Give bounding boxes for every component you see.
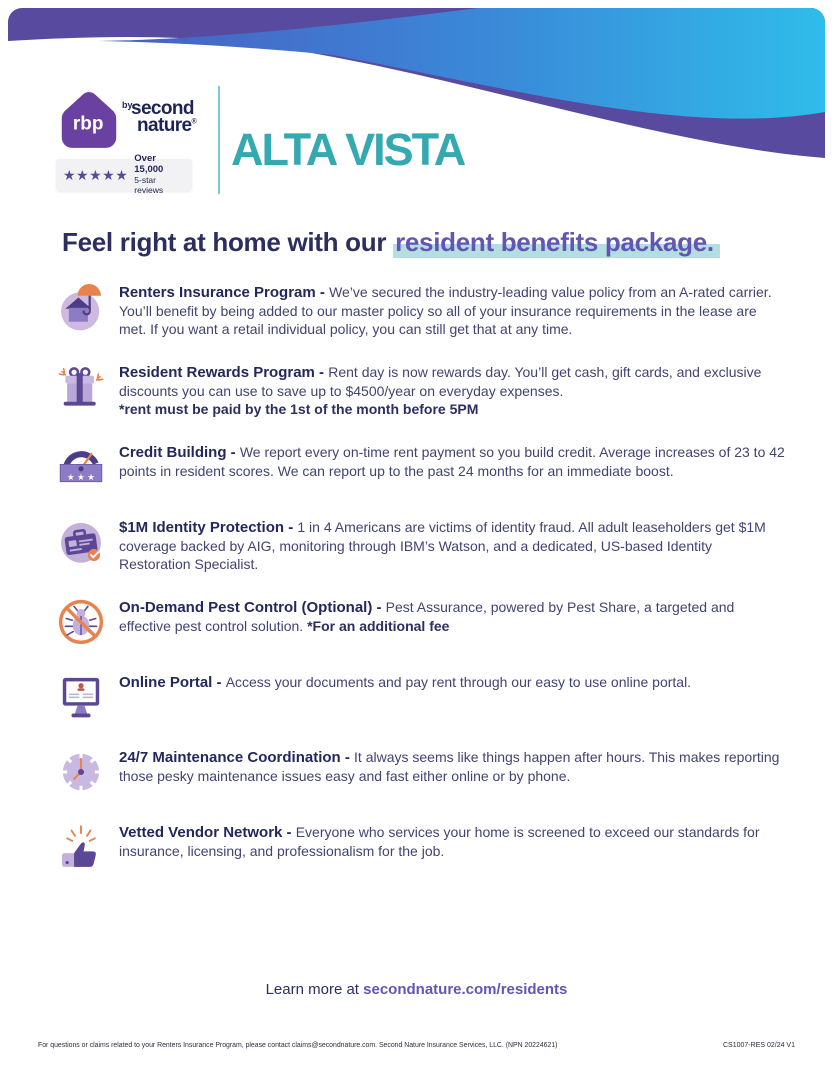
footer-doc-code: CS1007-RES 02/24 V1 [723, 1042, 795, 1049]
footer-disclaimer: For questions or claims related to your Renters Insurance Program, please contact claims@secondnature.com. Second Nature Insurance Services, LLC. (NPN 20224621) [38, 1042, 558, 1049]
benefit-item [55, 746, 785, 798]
benefit-description: Everyone who services your home is screened to exceed our standards for insurance, licensing, and professionalism for the job. [119, 824, 760, 860]
benefit-icon [55, 281, 107, 333]
vertical-divider [218, 86, 220, 194]
benefit-item [55, 596, 785, 648]
property-name: ALTA VISTA [231, 124, 465, 175]
learn-more-prefix: Learn more at [265, 981, 364, 998]
svg-text:★ ★ ★: ★ ★ ★ [66, 472, 96, 483]
residents-link[interactable]: secondnature.com/residents [363, 981, 568, 998]
brand-line2: nature [137, 114, 192, 136]
benefit-icon [55, 361, 107, 413]
benefit-icon [55, 441, 107, 493]
benefit-description: It always seems like things happen after hours. This makes reporting those pesky maintenance issues easy and fast either online or by phone. [119, 749, 780, 785]
rbp-logo [56, 86, 122, 156]
benefit-item [55, 516, 785, 573]
monitor-icon [55, 671, 107, 723]
rbp-label: rbp [72, 113, 104, 135]
benefit-title: Credit Building - [119, 444, 240, 462]
benefit-inline-note: *For an additional fee [307, 618, 450, 635]
benefit-item [55, 441, 785, 493]
page-footer [38, 1042, 795, 1049]
review-caption: 5-star reviews [134, 175, 164, 195]
five-stars-icon: ★★★★★ [63, 166, 129, 183]
benefit-title: Resident Rewards Program - [119, 364, 329, 382]
benefits-list [55, 281, 785, 896]
benefit-note: *rent must be paid by the 1st of the month before 5PM [119, 400, 479, 417]
review-badge [56, 153, 192, 195]
benefit-title: Online Portal - [119, 674, 226, 692]
headline-highlight: resident benefits package. [393, 227, 720, 260]
gift-box-icon [55, 361, 107, 413]
brand-wordmark [122, 98, 197, 136]
benefit-item [55, 281, 785, 338]
benefit-description: Pest Assurance, powered by Pest Share, a targeted and effective pest control solution. [119, 599, 735, 635]
benefit-description: Rent day is now rewards day. You’ll get cash, gift cards, and exclusive discounts you can use to save up to $4500/year on everyday expenses. [119, 364, 762, 400]
by-label: by [122, 100, 133, 110]
benefit-icon [55, 596, 107, 648]
benefit-description: We’ve secured the industry-leading value policy from an A-rated carrier. You’ll benefit by being added to our master policy so all of your insurance requirements in the lease are met. If you want a retail individual policy, you can still get that at any time. [119, 284, 772, 337]
benefit-title: 24/7 Maintenance Coordination - [119, 749, 355, 767]
benefit-item [55, 671, 785, 723]
benefit-description: 1 in 4 Americans are victims of identity fraud. All adult leaseholders get $1M coverage backed by AIG, monitoring through IBM’s Watson, and a dedicated, US-based Identity Restoration Specialist. [119, 519, 766, 572]
headline-prefix: Feel right at home with our [62, 227, 394, 257]
thumbs-up-icon [55, 821, 107, 873]
learn-more [0, 981, 833, 998]
benefit-title: $1M Identity Protection - [119, 519, 298, 537]
umbrella-house-icon [55, 281, 107, 333]
review-count: Over 15,000 [134, 153, 164, 176]
benefit-icon [55, 671, 107, 723]
credit-gauge-icon [55, 441, 107, 493]
benefit-description: We report every on-time rent payment so you build credit. Average increases of 23 to 42 points in resident scores. We can report up to the past 24 months for an immediate boost. [119, 444, 785, 480]
benefit-item [55, 361, 785, 418]
registered-mark: ® [191, 118, 197, 126]
headline [62, 227, 802, 258]
benefit-title: On-Demand Pest Control (Optional) - [119, 599, 386, 617]
benefit-icon [55, 821, 107, 873]
no-pest-icon [55, 596, 107, 648]
benefit-description: Access your documents and pay rent through our easy to use online portal. [225, 674, 692, 691]
benefit-icon [55, 516, 107, 568]
benefit-title: Renters Insurance Program - [119, 284, 330, 301]
id-card-icon [55, 516, 107, 568]
brand-line1: second [131, 98, 194, 119]
benefit-item [55, 821, 785, 873]
benefit-title: Vetted Vendor Network - [119, 824, 296, 842]
benefit-icon [55, 746, 107, 798]
clock-icon [55, 746, 107, 798]
